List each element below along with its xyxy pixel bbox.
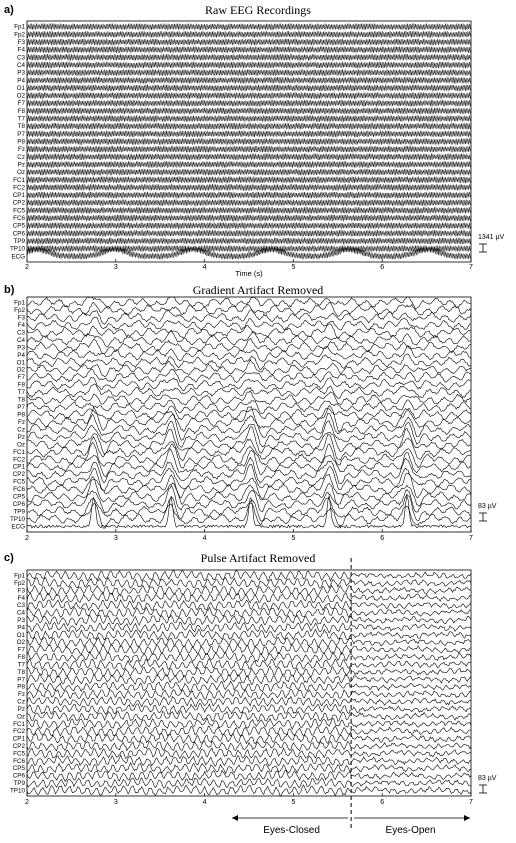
series-line-cp1 (27, 192, 471, 199)
channel-label: CP5 (12, 493, 25, 501)
channel-label: Fz (18, 146, 25, 154)
channel-label: CP6 (12, 772, 25, 780)
series-line-tp10 (27, 785, 471, 796)
x-tick-label: 6 (380, 799, 385, 806)
channel-label: Oz (16, 169, 25, 177)
series-line-fc1 (27, 177, 471, 184)
series-line-tp10 (27, 245, 471, 251)
channel-label: T7 (17, 115, 25, 123)
series-line-fc6 (27, 215, 471, 221)
channel-label: Fp1 (14, 23, 25, 31)
series-line-p4 (27, 622, 471, 633)
channel-label: Fp2 (14, 579, 25, 587)
series-line-p3 (27, 338, 471, 353)
series-line-pz (27, 161, 471, 168)
eyes-closed-label: Eyes-Closed (263, 825, 320, 836)
channel-label: F3 (17, 314, 25, 322)
channel-label: TP9 (13, 780, 25, 788)
series-line-fc5 (27, 748, 471, 759)
channel-label: O1 (16, 359, 25, 367)
panel-letter: c) (4, 552, 14, 564)
series-line-pz (27, 703, 471, 714)
series-line-fz (27, 689, 471, 699)
channel-label: P7 (17, 404, 25, 412)
series-line-cp2 (27, 200, 471, 206)
series-line-f4 (27, 317, 471, 330)
series-line-fp1 (27, 297, 471, 309)
chart-panel-1 (10, 21, 505, 278)
channel-label: Fp2 (14, 307, 25, 315)
channel-label: O1 (16, 84, 25, 92)
channel-label: Cz (17, 698, 25, 706)
series-line-c4 (27, 330, 471, 346)
x-tick-label: 7 (469, 264, 473, 271)
channel-label: F3 (17, 39, 25, 47)
x-tick-label: 4 (202, 535, 207, 542)
channel-label: Oz (16, 713, 25, 721)
channel-label: T8 (17, 396, 25, 404)
channel-label: P4 (17, 351, 25, 359)
channel-label: Fp2 (14, 31, 25, 39)
x-axis-label: Time (s) (235, 269, 263, 278)
series-line-fc6 (27, 755, 471, 766)
channel-label: Fp1 (14, 299, 25, 307)
eyes-closed-arrowhead (232, 815, 238, 821)
series-line-f7 (27, 100, 471, 107)
channel-label: C4 (16, 336, 25, 344)
series-line-fp2 (27, 302, 471, 316)
channel-label: P3 (17, 344, 25, 352)
plot-frame (27, 21, 471, 262)
series-line-p8 (27, 681, 471, 692)
chart-panel-3 (10, 558, 497, 836)
channel-label: P7 (17, 130, 25, 138)
series-line-fp1 (27, 24, 471, 30)
channel-label: Pz (17, 161, 25, 169)
series-line-o2 (27, 92, 471, 98)
channel-label: F8 (17, 107, 25, 115)
channel-label: O1 (16, 631, 25, 639)
channel-label: Pz (17, 705, 25, 713)
x-tick-label: 3 (113, 535, 118, 542)
series-line-f4 (27, 47, 471, 53)
channel-label: P8 (17, 138, 25, 146)
channel-label: O2 (16, 92, 25, 100)
channel-label: TP9 (13, 508, 25, 516)
channel-label: TP10 (9, 787, 25, 795)
series-line-c4 (27, 62, 471, 68)
x-tick-label: 5 (291, 799, 296, 806)
scale-bar-label: 1341 µV (478, 234, 505, 241)
channel-label: CP1 (12, 463, 25, 471)
series-line-p7 (27, 131, 471, 138)
panel-title: Raw EEG Recordings (205, 3, 311, 17)
series-line-fp2 (27, 31, 471, 37)
channel-label: TP9 (13, 237, 25, 245)
series-line-fc5 (27, 207, 471, 214)
channel-label: F4 (17, 321, 25, 329)
channel-label: FC1 (13, 720, 25, 728)
series-line-p3 (27, 615, 471, 626)
channel-label: F4 (17, 594, 25, 602)
channel-label: TP10 (9, 515, 25, 523)
channel-label: C4 (16, 609, 25, 617)
series-line-fc2 (27, 184, 471, 190)
series-line-p7 (27, 675, 471, 685)
channel-label: F4 (17, 46, 25, 54)
series-line-fp1 (27, 570, 471, 581)
series-line-cz (27, 413, 471, 440)
channel-label: Fp1 (14, 572, 25, 580)
panel-title: Pulse Artifact Removed (200, 551, 316, 565)
channel-label: P8 (17, 411, 25, 419)
channel-label: CP2 (12, 742, 25, 750)
channel-label: CP5 (12, 222, 25, 230)
scale-bar-label: 83 µV (478, 503, 497, 510)
series-line-cz (27, 697, 471, 707)
channel-label: FC5 (13, 207, 25, 215)
series-line-cp5 (27, 222, 471, 229)
channel-label: C3 (16, 54, 25, 62)
channel-label: TP10 (9, 245, 25, 253)
channel-label: CP1 (12, 192, 25, 200)
channel-label: Fz (18, 418, 25, 426)
channel-label: FC1 (13, 448, 25, 456)
channel-label: P3 (17, 69, 25, 77)
channel-label: FC1 (13, 176, 25, 184)
channel-label: T7 (17, 389, 25, 397)
channel-label: ECG (11, 523, 25, 531)
channel-label: FC6 (13, 757, 25, 765)
x-tick-label: 7 (469, 535, 473, 542)
x-tick-label: 2 (25, 535, 29, 542)
channel-label: P4 (17, 77, 25, 85)
channel-label: F3 (17, 587, 25, 595)
channel-label: FC2 (13, 184, 25, 192)
scale-bar-label: 83 µV (478, 775, 497, 782)
channel-label: CP5 (12, 765, 25, 773)
channel-label: C4 (16, 61, 25, 69)
series-line-f7 (27, 645, 471, 655)
series-line-o2 (27, 360, 471, 377)
channel-label: FC5 (13, 750, 25, 758)
chart-panel-2 (10, 297, 497, 542)
channel-label: Fz (18, 691, 25, 699)
x-tick-label: 4 (202, 799, 207, 806)
channel-label: F8 (17, 381, 25, 389)
channel-label: CP6 (12, 230, 25, 238)
channel-label: Pz (17, 433, 25, 441)
channel-label: T7 (17, 661, 25, 669)
series-line-p3 (27, 69, 471, 76)
series-line-f3 (27, 39, 471, 46)
channel-label: O2 (16, 366, 25, 374)
eyes-open-arrowhead (464, 815, 470, 821)
panel-title: Gradient Artifact Removed (192, 283, 324, 297)
series-line-c3 (27, 54, 471, 60)
channel-label: FC6 (13, 486, 25, 494)
channel-label: FC2 (13, 456, 25, 464)
channel-label: T8 (17, 123, 25, 131)
channel-label: ECG (11, 253, 25, 261)
series-line-tp9 (27, 778, 471, 789)
series-line-cz (27, 154, 471, 160)
channel-label: Cz (17, 426, 25, 434)
channel-label: F7 (17, 100, 25, 108)
series-line-fz (27, 146, 471, 153)
series-line-f4 (27, 593, 471, 603)
channel-label: F7 (17, 646, 25, 654)
series-line-p8 (27, 138, 471, 144)
series-line-f7 (27, 369, 471, 382)
series-line-tp9 (27, 238, 471, 244)
x-tick-label: 3 (113, 799, 118, 806)
channel-label: T8 (17, 668, 25, 676)
series-line-t8 (27, 123, 471, 129)
x-tick-label: 7 (469, 799, 473, 806)
x-tick-label: 5 (291, 264, 296, 271)
channel-label: FC2 (13, 728, 25, 736)
x-tick-label: 3 (113, 264, 118, 271)
series-line-oz (27, 169, 471, 175)
series-line-fp2 (27, 577, 471, 588)
x-tick-label: 6 (380, 535, 385, 542)
channel-label: F7 (17, 374, 25, 382)
channel-label: O2 (16, 639, 25, 647)
channel-label: P8 (17, 683, 25, 691)
channel-label: Cz (17, 153, 25, 161)
channel-label: P3 (17, 617, 25, 625)
panel-letter: b) (4, 284, 15, 296)
channel-label: CP6 (12, 501, 25, 509)
series-line-f3 (27, 310, 471, 325)
x-tick-label: 2 (25, 264, 29, 271)
series-line-c3 (27, 600, 471, 610)
series-line-f8 (27, 108, 471, 114)
series-line-fc1 (27, 718, 471, 729)
series-line-cp6 (27, 230, 471, 236)
x-tick-label: 2 (25, 799, 29, 806)
channel-label: F8 (17, 654, 25, 662)
panel-letter: a) (4, 4, 14, 16)
channel-label: CP1 (12, 735, 25, 743)
series-line-ecg (27, 246, 471, 259)
series-line-o1 (27, 354, 471, 370)
series-line-p4 (27, 77, 471, 83)
series-line-cp5 (27, 480, 471, 507)
channel-label: Oz (16, 441, 25, 449)
series-line-fc2 (27, 726, 471, 736)
channel-label: FC6 (13, 215, 25, 223)
channel-label: C3 (16, 602, 25, 610)
x-tick-label: 4 (202, 264, 207, 271)
x-tick-label: 5 (291, 535, 296, 542)
channel-label: P7 (17, 676, 25, 684)
channel-label: CP2 (12, 199, 25, 207)
eyes-open-label: Eyes-Open (385, 825, 436, 836)
channel-label: P4 (17, 624, 25, 632)
series-line-t7 (27, 384, 471, 399)
series-line-t7 (27, 115, 471, 122)
channel-label: CP2 (12, 471, 25, 479)
series-line-o1 (27, 85, 471, 92)
channel-label: FC5 (13, 478, 25, 486)
channel-label: C3 (16, 329, 25, 337)
x-tick-label: 6 (380, 264, 385, 271)
